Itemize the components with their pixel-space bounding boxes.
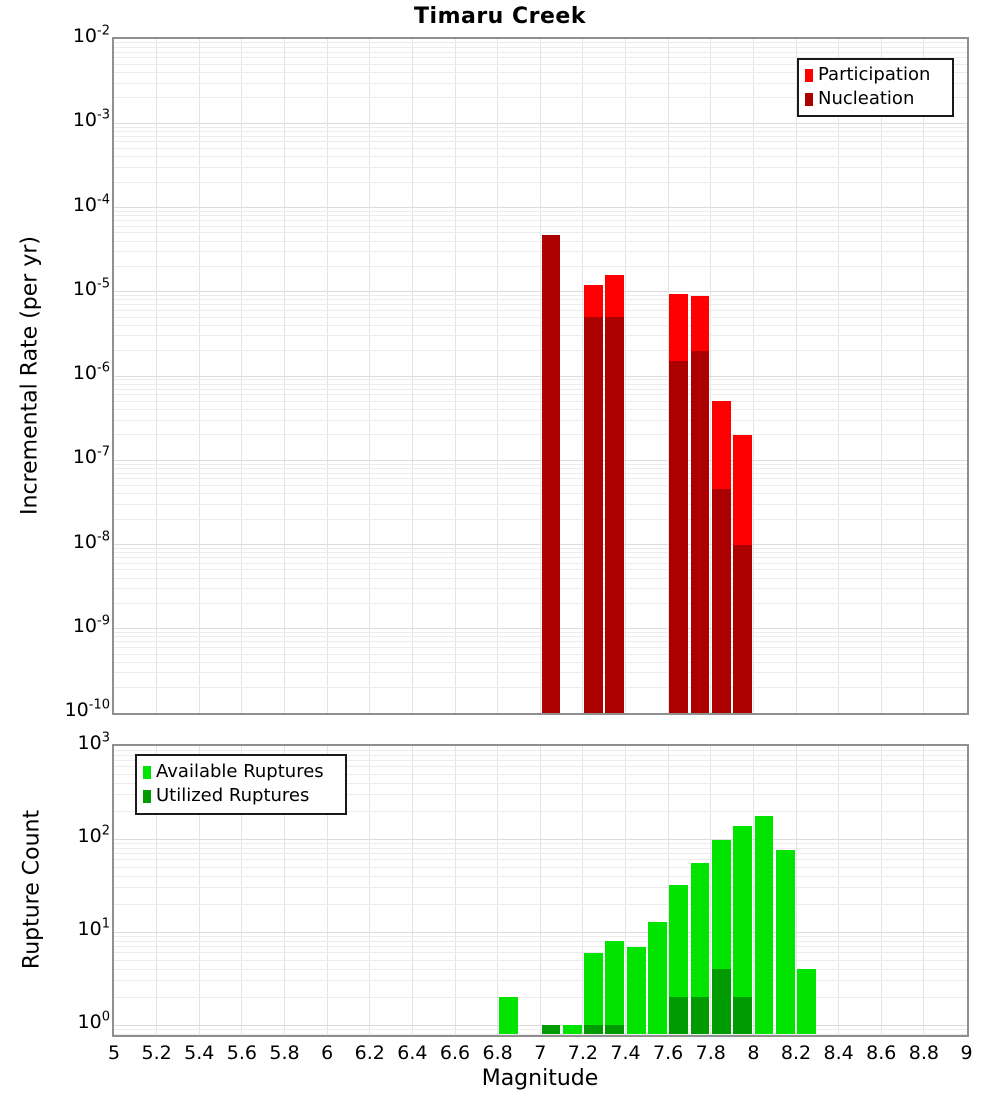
legend-label-participation: Participation [818, 64, 931, 86]
y-gridline-minor [114, 317, 967, 318]
x-tick-label: 6.6 [439, 1041, 471, 1064]
y-gridline-major [114, 628, 967, 629]
y-gridline-minor [114, 47, 967, 48]
y-gridline-minor [114, 220, 967, 221]
x-tick-label: 5 [107, 1041, 121, 1064]
y-gridline-minor [114, 867, 967, 868]
y-tick-label: $10^{-8}$ [72, 529, 110, 553]
y-gridline-minor [114, 464, 967, 465]
y-gridline-minor [114, 647, 967, 648]
legend-item-participation [805, 65, 946, 86]
bar-available-ruptures [563, 1025, 582, 1034]
y-gridline-major [114, 123, 967, 124]
bar-available-ruptures [499, 997, 518, 1034]
y-gridline-minor [114, 295, 967, 296]
bar-available-ruptures [605, 941, 624, 1034]
y-gridline-minor [114, 52, 967, 53]
y-gridline-minor [114, 127, 967, 128]
y-tick-label: $10^{-10}$ [64, 697, 110, 721]
y-tick-label: $10^{-5}$ [72, 276, 110, 300]
y-gridline-minor [114, 485, 967, 486]
y-tick-label: $10^2$ [77, 823, 110, 848]
y-gridline-minor [114, 299, 967, 300]
y-gridline-minor [114, 493, 967, 494]
y-axis-title-count: Rupture Count [19, 809, 45, 970]
y-gridline-minor [114, 672, 967, 673]
utilized-swatch-icon [143, 790, 151, 803]
y-gridline-minor [114, 1034, 967, 1035]
bar-utilized-ruptures [712, 969, 731, 1034]
y-gridline-minor [114, 1029, 967, 1030]
y-gridline-minor [114, 904, 967, 905]
y-gridline-minor [114, 936, 967, 937]
y-gridline-minor [114, 578, 967, 579]
x-gridline [412, 746, 413, 1035]
y-gridline-major [114, 207, 967, 208]
y-gridline-minor [114, 603, 967, 604]
y-gridline-minor [114, 687, 967, 688]
page-title: Timaru Creek [414, 4, 586, 29]
x-axis-title: Magnitude [481, 1066, 599, 1091]
y-tick-label: $10^{-2}$ [72, 23, 110, 47]
y-tick-label: $10^{-3}$ [72, 107, 110, 132]
y-gridline-major [114, 1025, 967, 1026]
y-gridline-minor [114, 215, 967, 216]
y-tick-label: $10^{-7}$ [72, 444, 110, 469]
y-tick-label: $10^1$ [77, 916, 110, 941]
y-gridline-minor [114, 156, 967, 157]
x-tick-label: 5.8 [269, 1041, 300, 1064]
y-gridline-minor [114, 662, 967, 663]
x-tick-label: 7.8 [695, 1041, 726, 1064]
x-tick-label: 5.6 [226, 1041, 257, 1064]
y-gridline-minor [114, 131, 967, 132]
x-tick-label: 7.4 [610, 1041, 641, 1064]
y-gridline-minor [114, 141, 967, 142]
bar-nucleation [605, 317, 624, 713]
y-gridline-minor [114, 310, 967, 311]
bar-available-ruptures [755, 816, 774, 1034]
bar-available-ruptures [648, 922, 667, 1035]
y-gridline-major [114, 839, 967, 840]
legend-label-available: Available Ruptures [156, 760, 324, 782]
y-gridline-minor [114, 654, 967, 655]
y-gridline-minor [114, 167, 967, 168]
bar-utilized-ruptures [584, 1025, 603, 1034]
y-gridline-minor [114, 588, 967, 589]
y-gridline-minor [114, 843, 967, 844]
available-swatch-icon [143, 766, 151, 779]
y-gridline-minor [114, 941, 967, 942]
y-gridline-minor [114, 848, 967, 849]
y-gridline-minor [114, 232, 967, 233]
y-gridline-minor [114, 859, 967, 860]
y-tick-label: $10^{-4}$ [72, 192, 110, 216]
y-gridline-minor [114, 420, 967, 421]
y-gridline-minor [114, 969, 967, 970]
y-gridline-minor [114, 473, 967, 474]
y-gridline-minor [114, 136, 967, 137]
participation-swatch-icon [805, 69, 813, 82]
legend-label-utilized: Utilized Ruptures [156, 785, 310, 807]
y-gridline-minor [114, 980, 967, 981]
bar-nucleation [712, 489, 731, 713]
x-gridline [369, 746, 370, 1035]
y-gridline-minor [114, 997, 967, 998]
y-gridline-minor [114, 641, 967, 642]
bar-nucleation [733, 545, 752, 714]
bar-nucleation [691, 351, 710, 713]
x-tick-label: 8.8 [908, 1041, 939, 1064]
y-gridline-minor [114, 226, 967, 227]
y-gridline-minor [114, 384, 967, 385]
y-tick-label: $10^3$ [77, 730, 110, 754]
legend-label-nucleation: Nucleation [818, 88, 915, 110]
y-gridline-minor [114, 350, 967, 351]
x-gridline [540, 746, 541, 1035]
bar-available-ruptures [797, 969, 816, 1034]
y-gridline-minor [114, 552, 967, 553]
y-gridline-minor [114, 148, 967, 149]
y-gridline-minor [114, 468, 967, 469]
bar-utilized-ruptures [669, 997, 688, 1034]
x-tick-label: 8.4 [823, 1041, 854, 1064]
y-gridline-minor [114, 211, 967, 212]
y-gridline-minor [114, 548, 967, 549]
legend-item-nucleation [805, 89, 946, 110]
x-tick-label: 5.4 [184, 1041, 215, 1064]
y-gridline-minor [114, 379, 967, 380]
y-gridline-minor [114, 409, 967, 410]
x-tick-label: 8.2 [780, 1041, 812, 1064]
y-gridline-minor [114, 335, 967, 336]
bar-available-ruptures [776, 850, 795, 1034]
x-tick-label: 6 [321, 1041, 334, 1064]
y-gridline-minor [114, 434, 967, 435]
bar-available-ruptures [584, 953, 603, 1035]
bar-utilized-ruptures [542, 1025, 561, 1034]
y-tick-label: $10^{-9}$ [72, 613, 110, 637]
y-gridline-major [114, 291, 967, 292]
y-gridline-minor [114, 325, 967, 326]
x-tick-label: 7.2 [567, 1041, 598, 1064]
x-gridline [455, 746, 456, 1035]
x-gridline [881, 746, 882, 1035]
y-gridline-minor [114, 401, 967, 402]
y-gridline-major [114, 544, 967, 545]
y-gridline-minor [114, 636, 967, 637]
y-tick-label: $10^{-6}$ [72, 360, 110, 384]
y-gridline-minor [114, 42, 967, 43]
y-gridline-major [114, 460, 967, 461]
x-tick-label: 8 [747, 1041, 760, 1064]
y-gridline-major [114, 932, 967, 933]
y-gridline-minor [114, 750, 967, 751]
x-gridline [923, 746, 924, 1035]
y-gridline-minor [114, 504, 967, 505]
nucleation-swatch-icon [805, 93, 813, 106]
y-axis-title-rate: Incremental Rate (per yr) [17, 236, 43, 515]
legend-item-utilized [143, 786, 339, 807]
bar-utilized-ruptures [605, 1025, 624, 1034]
y-gridline-major [114, 376, 967, 377]
bar-nucleation [669, 361, 688, 713]
y-gridline-minor [114, 251, 967, 252]
y-gridline-minor [114, 478, 967, 479]
y-gridline-minor [114, 304, 967, 305]
y-gridline-minor [114, 266, 967, 267]
bar-utilized-ruptures [733, 997, 752, 1034]
x-tick-label: 6.2 [354, 1041, 385, 1064]
y-gridline-minor [114, 946, 967, 947]
legend-item-available [143, 762, 339, 783]
y-gridline-minor [114, 952, 967, 953]
legend-count [135, 754, 347, 815]
y-gridline-minor [114, 876, 967, 877]
x-tick-label: 9 [960, 1041, 973, 1064]
y-gridline-minor [114, 853, 967, 854]
x-gridline [838, 746, 839, 1035]
y-gridline-minor [114, 563, 967, 564]
x-tick-label: 6.8 [482, 1041, 513, 1064]
y-gridline-minor [114, 241, 967, 242]
x-gridline [497, 746, 498, 1035]
x-tick-label: 8.6 [866, 1041, 897, 1064]
bar-utilized-ruptures [691, 997, 710, 1034]
y-gridline-minor [114, 632, 967, 633]
x-tick-label: 5.2 [141, 1041, 172, 1064]
bar-nucleation [584, 317, 603, 713]
x-tick-label: 7 [534, 1041, 547, 1064]
x-tick-label: 7.6 [653, 1041, 684, 1064]
bar-available-ruptures [627, 947, 646, 1035]
y-gridline-minor [114, 519, 967, 520]
y-gridline-minor [114, 557, 967, 558]
bar-nucleation [542, 235, 561, 713]
y-gridline-minor [114, 389, 967, 390]
y-gridline-minor [114, 182, 967, 183]
y-tick-label: $10^0$ [77, 1009, 110, 1034]
x-tick-label: 6.4 [397, 1041, 428, 1064]
y-gridline-minor [114, 394, 967, 395]
y-gridline-minor [114, 569, 967, 570]
legend-rate [797, 58, 954, 117]
y-gridline-minor [114, 960, 967, 961]
y-gridline-minor [114, 887, 967, 888]
